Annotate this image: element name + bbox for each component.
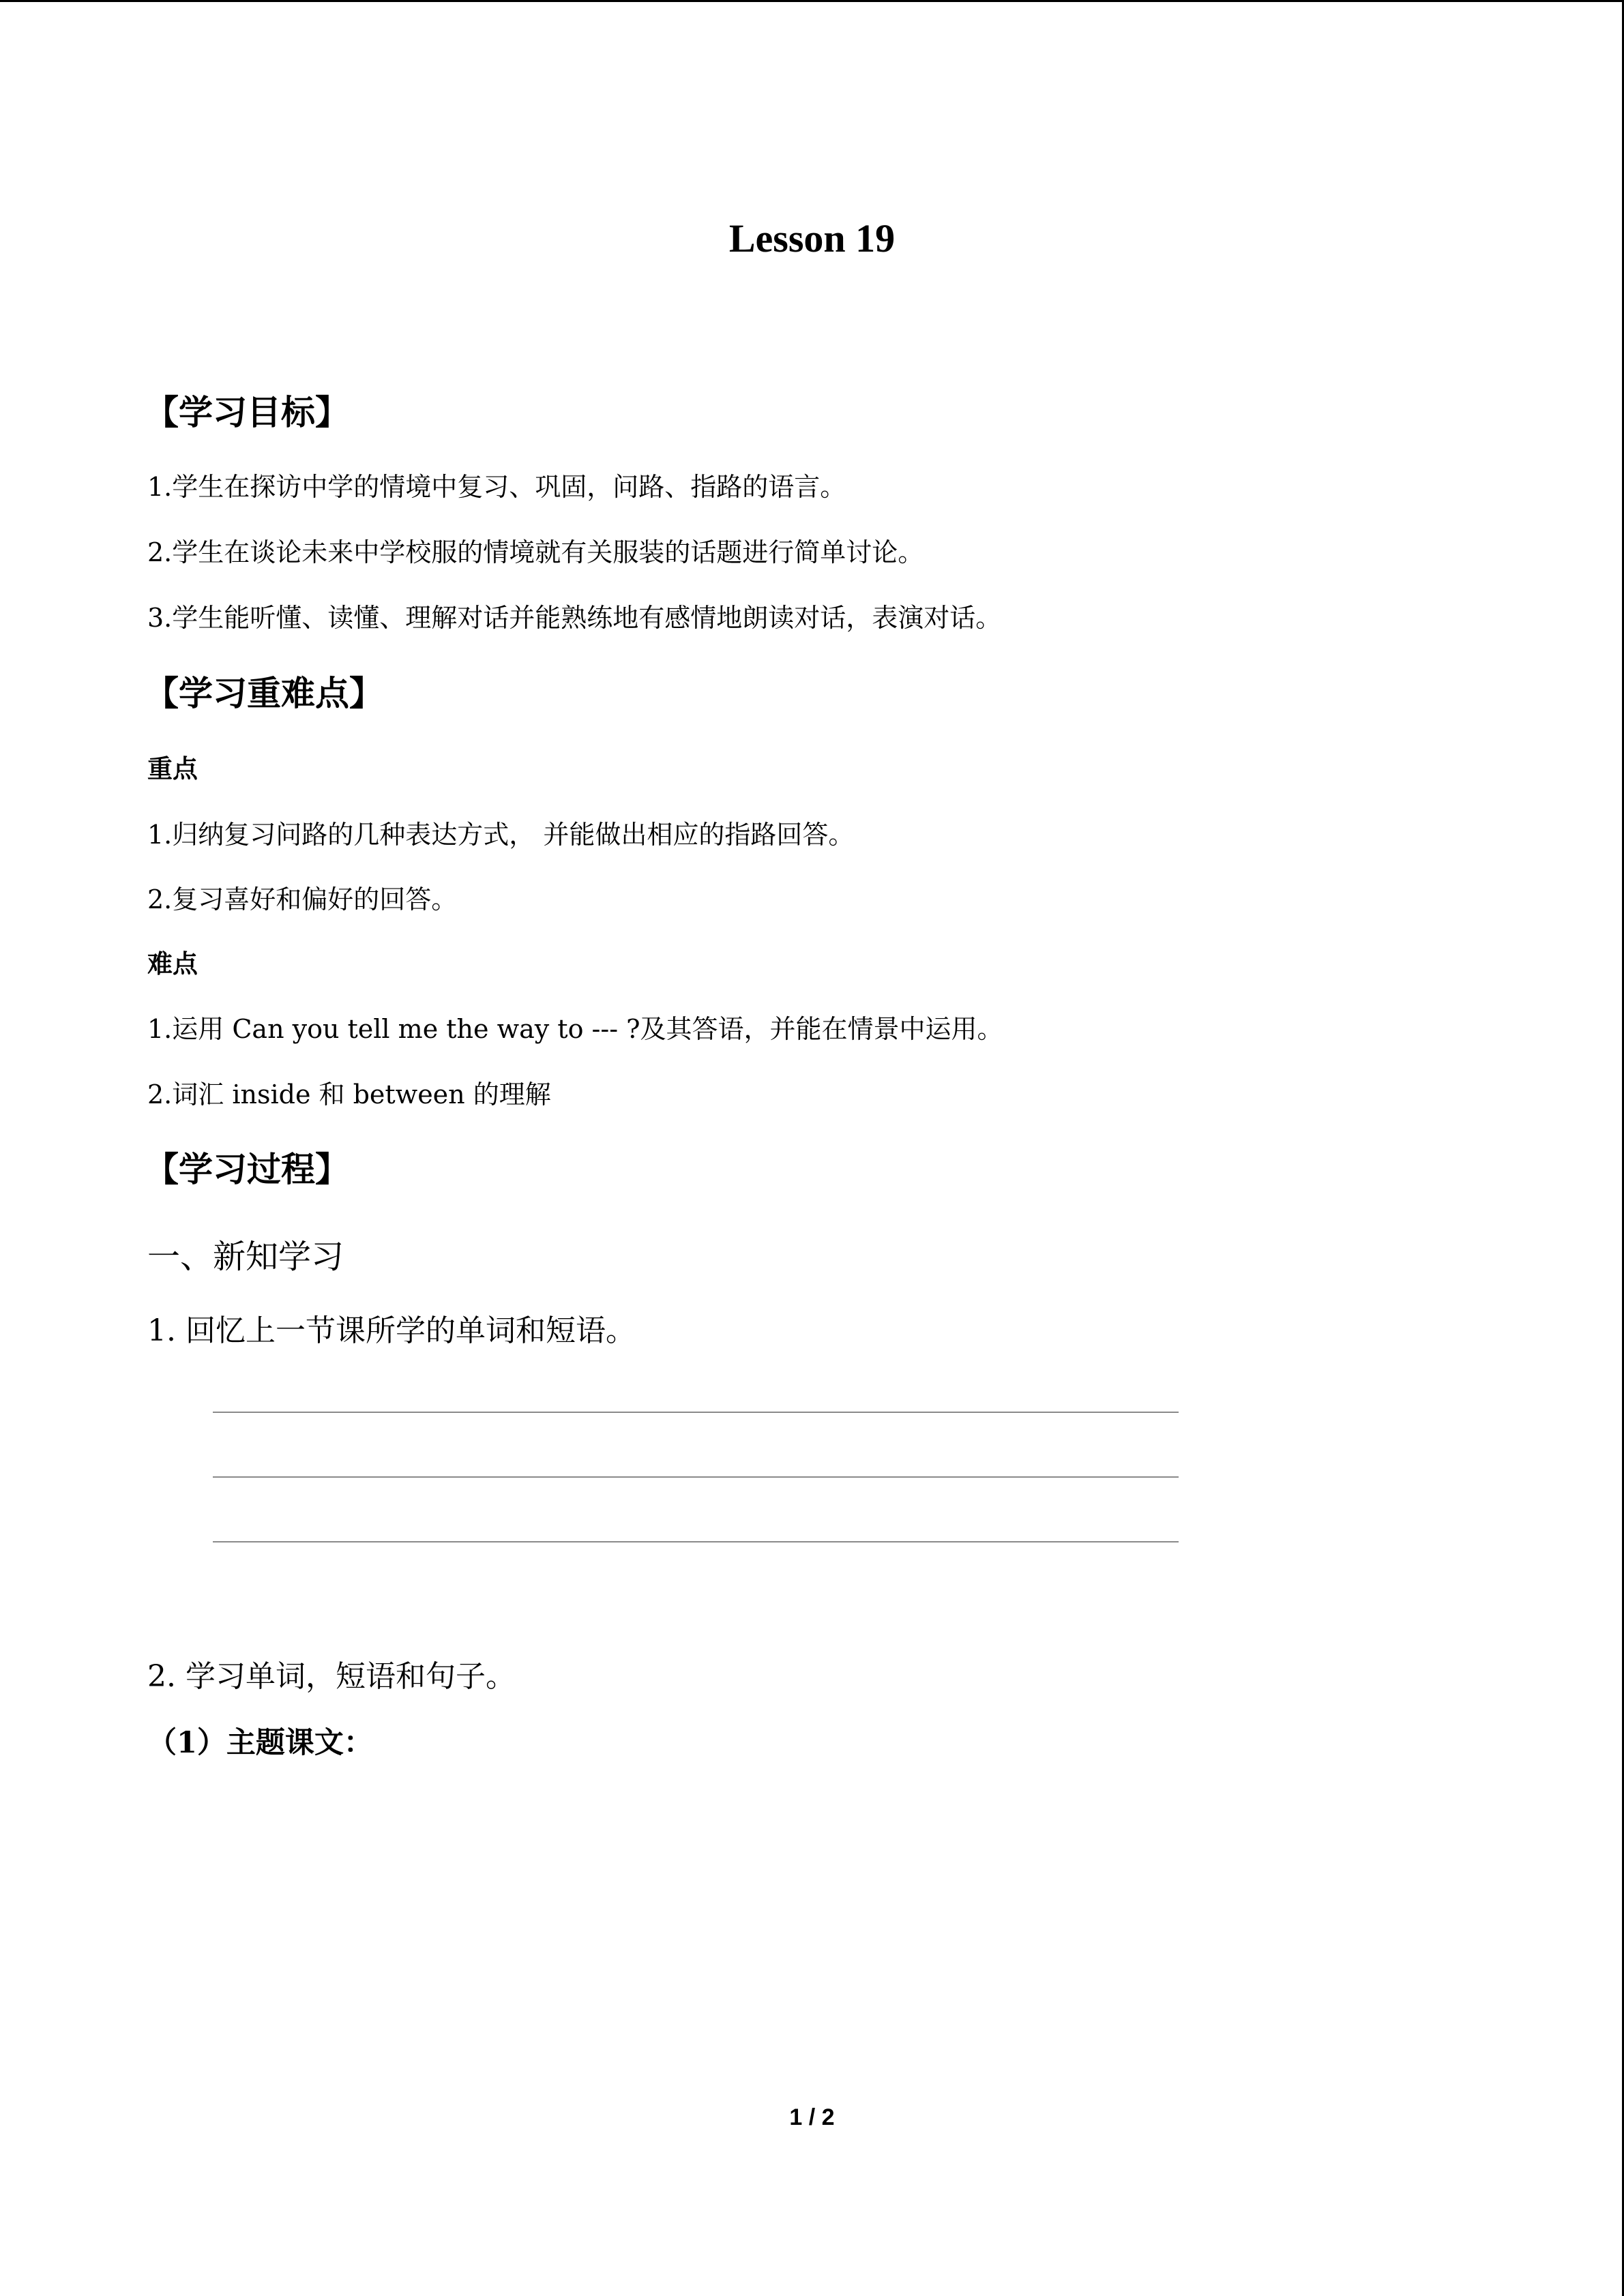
difficulty-item-2: 2.词汇 inside 和 between 的理解 bbox=[147, 1079, 551, 1109]
part-one-heading: 一、新知学习 bbox=[147, 1238, 344, 1276]
step-two: 2. 学习单词，短语和句子。 bbox=[147, 1659, 516, 1694]
objective-item-1: 1.学生在探访中学的情境中复习、巩固，问路、指路的语言。 bbox=[147, 472, 846, 502]
difficulty-label: 难点 bbox=[147, 949, 198, 979]
page-title: Lesson 19 bbox=[728, 216, 896, 260]
focus-item-1: 1.归纳复习问路的几种表达方式， 并能做出相应的指路回答。 bbox=[147, 820, 855, 850]
page-number: 1 / 2 bbox=[789, 2104, 835, 2130]
step-one: 1. 回忆上一节课所学的单词和短语。 bbox=[147, 1313, 636, 1348]
difficulty-item-1: 1.运用 Can you tell me the way to --- ?及其答语，并能在情景中运用。 bbox=[147, 1014, 1003, 1044]
key-points-heading: 【学习重难点】 bbox=[145, 674, 383, 713]
objective-item-2: 2.学生在谈论未来中学校服的情境就有关服装的话题进行简单讨论。 bbox=[147, 537, 924, 567]
focus-item-2: 2.复习喜好和偏好的回答。 bbox=[147, 884, 458, 914]
objective-item-3: 3.学生能听懂、读懂、理解对话并能熟练地有感情地朗读对话，表演对话。 bbox=[147, 603, 1002, 633]
objectives-heading: 【学习目标】 bbox=[145, 393, 349, 432]
process-heading: 【学习过程】 bbox=[145, 1150, 349, 1189]
answer-line-3 bbox=[213, 1541, 1179, 1542]
sub-step-one: （1）主题课文： bbox=[147, 1726, 373, 1760]
answer-line-1 bbox=[213, 1412, 1179, 1413]
answer-line-2 bbox=[213, 1476, 1179, 1478]
focus-label: 重点 bbox=[147, 754, 198, 784]
